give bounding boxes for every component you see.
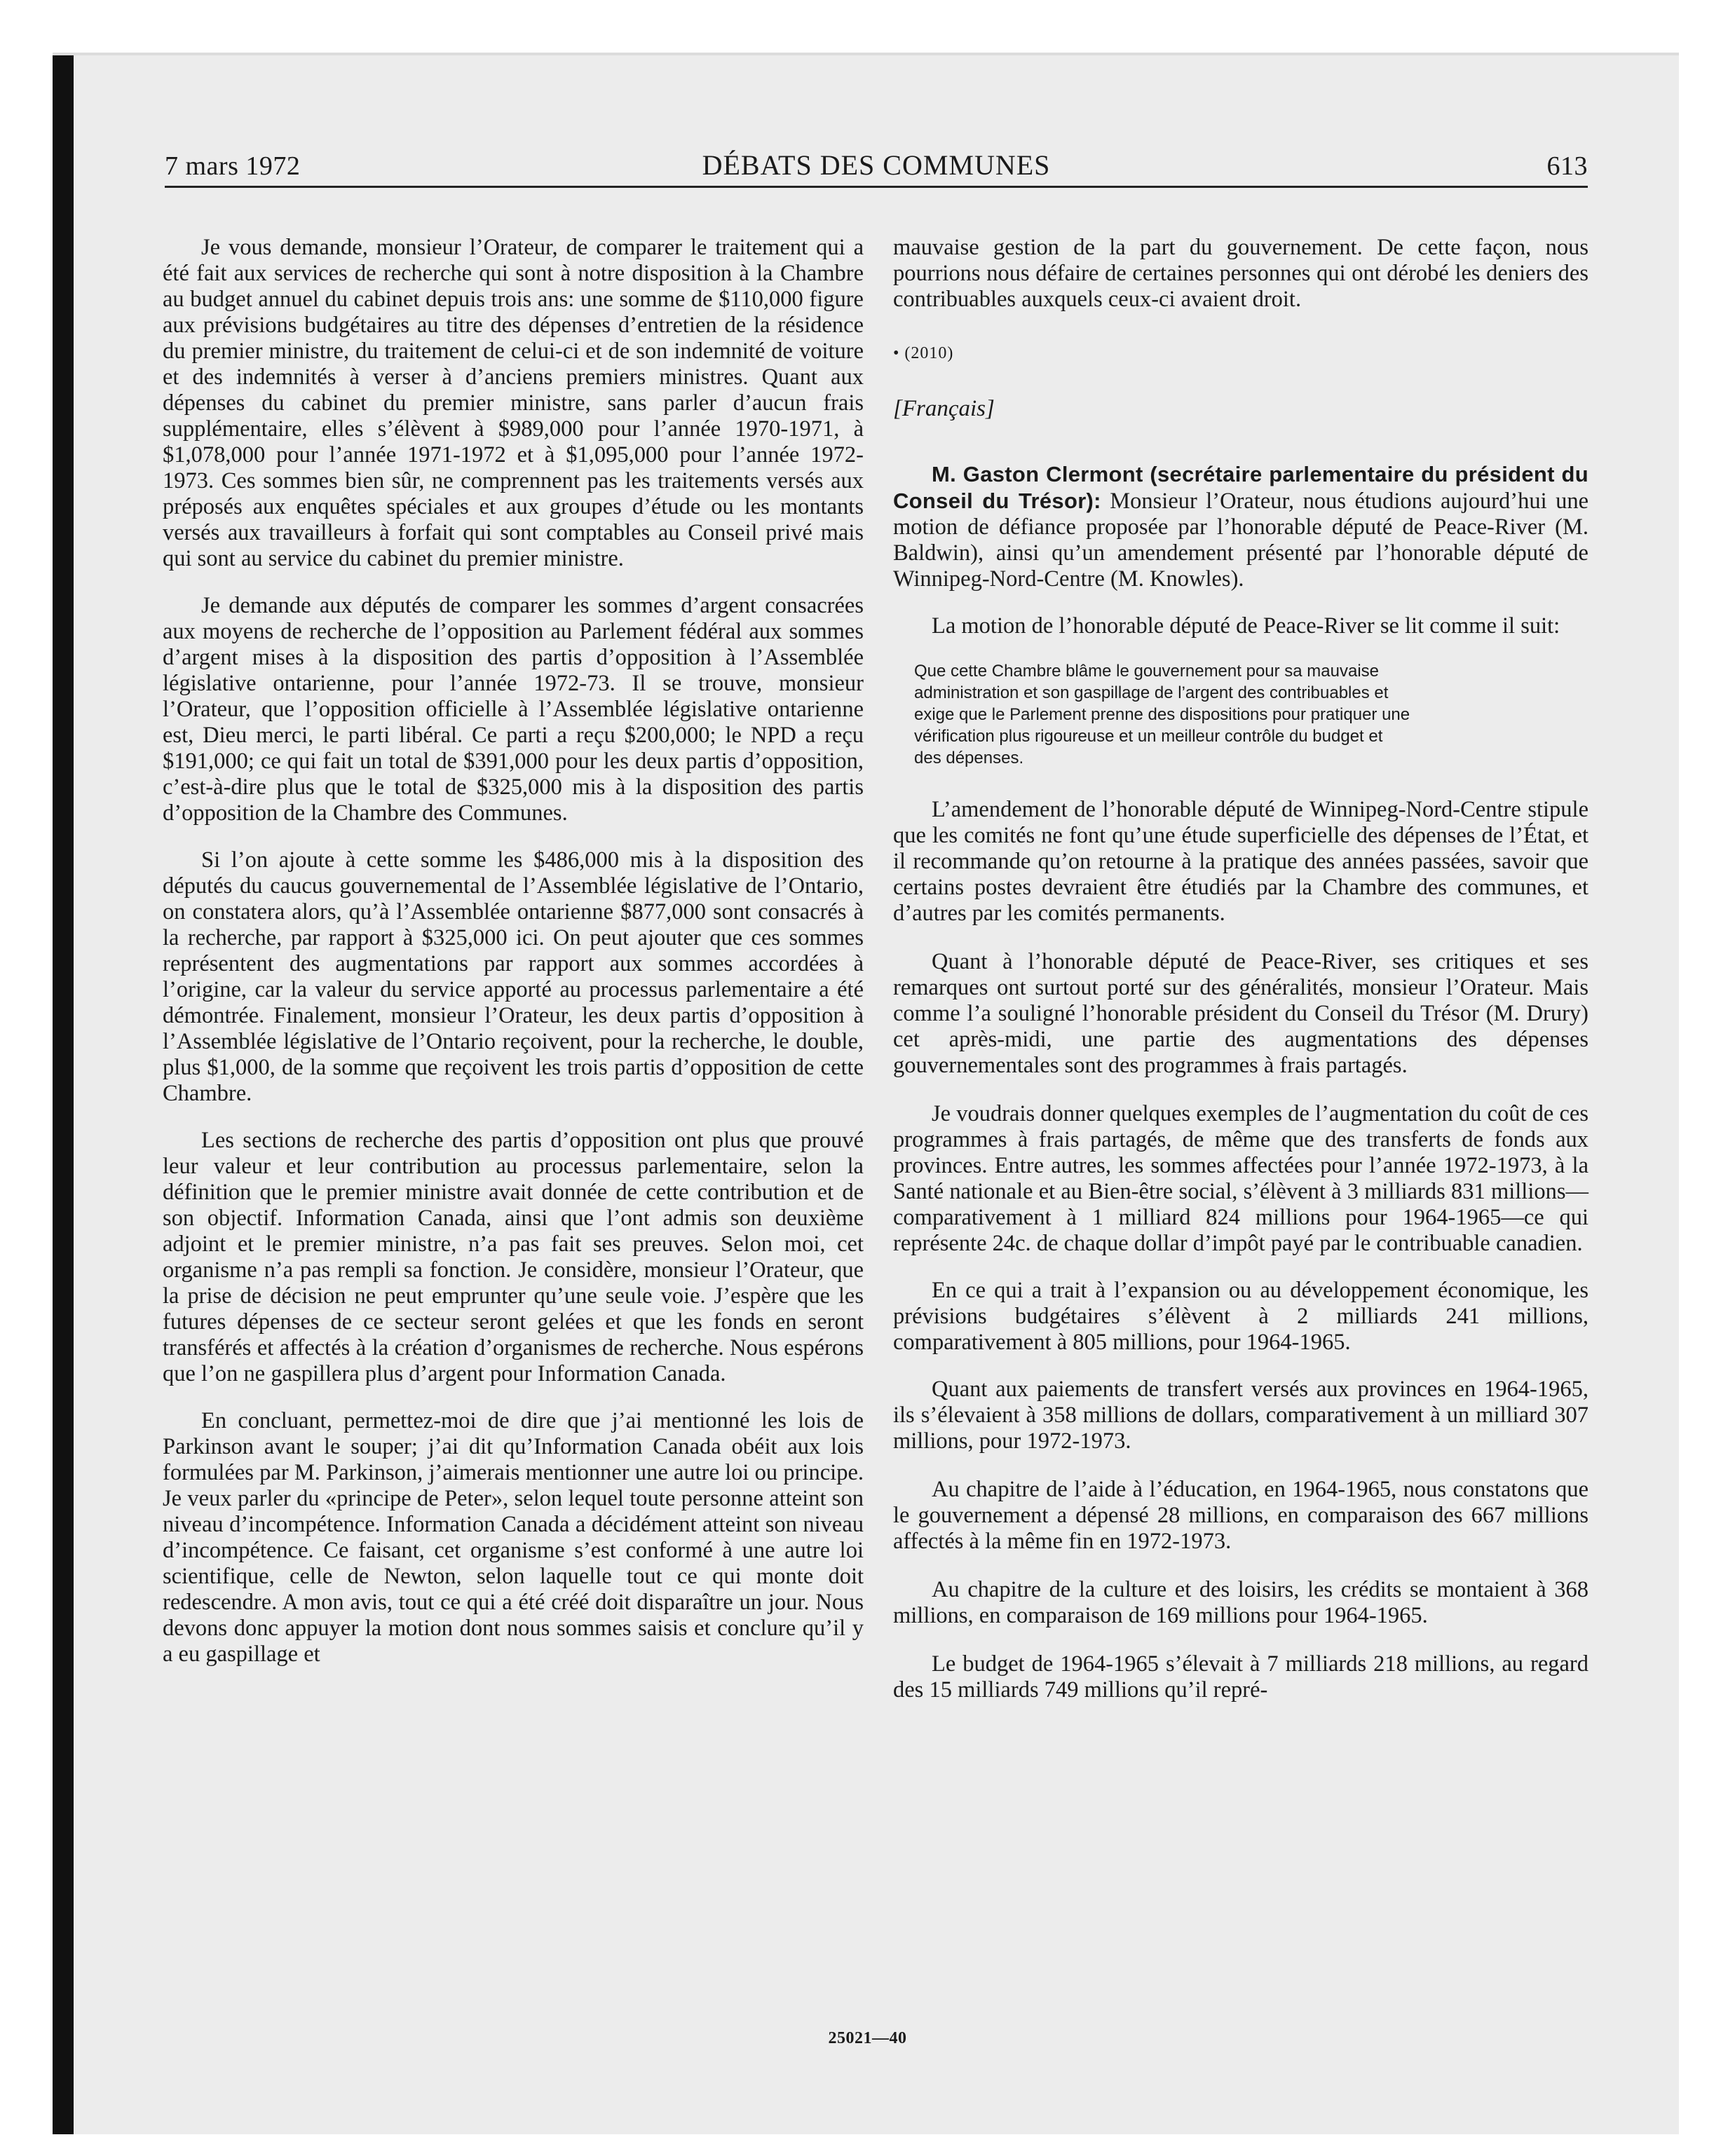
paragraph: Au chapitre de l’aide à l’éducation, en 1964-1965, nous constatons que le gouvernement a dépensé 28 millions, en comparaison des 667 millions affectés à la même fin en 1972-1973. (893, 1477, 1588, 1554)
quote-line: Que cette Chambre blâme le gouvernement pour sa mauvaise (914, 662, 1380, 681)
paragraph: Je voudrais donner quelques exemples de l’augmentation du coût de ces programmes à frais partagés, de même que des transferts de fonds aux provinces. Entre autres, les sommes affectées pour l’année 1972-1973, à la Santé nationale et au Bien-être social, s’élèvent à 3 milliards 831 millions—comparativement à 1 milliard 824 millions pour 1964-1965—ce qui représente 24c. de chaque dollar d’impôt payé par le contribuable canadien. (893, 1101, 1588, 1256)
speaker-text: Monsieur l’Orateur, nous étudions aujourd’hui une motion de défiance proposée par l’honorable député de Peace-River (M. Baldwin), ainsi qu’un amendement présenté par l’honorable député de Winnipeg-Nord-Centre (M. Knowles). (893, 489, 1588, 592)
paragraph: Je demande aux députés de comparer les sommes d’argent consacrées aux moyens de recherche de l’opposition au Parlement fédéral aux sommes d’argent mises à la disposition des partis d’opposition à l’Assemblée législative ontarienne, pour l’année 1972-73. Il se trouve, monsieur l’Orateur, que l’opposition officielle à l’Assemblée législative ontarienne est, Dieu merci, le parti libéral. Ce parti a reçu $200,000; le NPD a reçu $191,000; ce qui fait un total de $391,000 pour les deux partis d’opposition, c’est-à-dire plus que le total de $325,000 mis à la disposition des partis d’opposition de la Chambre des Communes. (163, 593, 864, 826)
paragraph-continuation: mauvaise gestion de la part du gouvernement. De cette façon, nous pourrions nous défaire de certaines personnes qui ont dérobé les deniers des contribuables auxquels ceux-ci avaient droit. (893, 235, 1588, 312)
paragraph: En concluant, permettez-moi de dire que j’ai mentionné les lois de Parkinson avant le souper; j’ai dit qu’Information Canada obéit aux lois formulées par M. Parkinson, j’aimerais mentionner une autre loi ou principe. Je veux parler du «principe de Peter», selon lequel toute personne atteint son niveau d’incompétence. Information Canada a décidément atteint son niveau d’incompétence. Ce faisant, cet organisme s’est conformé à une autre loi scientifique, celle de Newton, selon laquelle tout ce qui monte doit redescendre. A mon avis, tout ce qui a été créé doit disparaître un jour. Nous devons donc appuyer la motion dont nous sommes saisis et conclure qu’il y a eu gaspillage et (163, 1408, 864, 1667)
quote-line: administration et son gaspillage de l’argent des contribuables et (914, 683, 1389, 702)
header-date: 7 mars 1972 (165, 151, 301, 181)
quote-line: vérification plus rigoureuse et un meilleur contrôle du budget et (914, 727, 1383, 746)
paragraph: Si l’on ajoute à cette somme les $486,000 mis à la disposition des députés du caucus gouvernemental de l’Assemblée législative de l’Ontario, on constatera alors, qu’à l’Assemblée ontarienne $877,000 sont consacrés à la recherche, par rapport à $325,000 ici. On peut ajouter que ces sommes représentent des augmentations par rapport aux sommes accordées à l’origine, car la valeur du service apporté au processus parlementaire a été démontrée. Finalement, monsieur l’Orateur, les deux partis d’opposition à l’Assemblée législative de l’Ontario reçoivent, pour la recherche, le double, plus $1,000, de la somme que reçoivent les trois partis d’opposition de cette Chambre. (163, 847, 864, 1106)
scan-edge (53, 53, 74, 2134)
left-column (163, 235, 864, 1688)
paragraph: Les sections de recherche des partis d’opposition ont plus que prouvé leur valeur et leur contribution au processus parlementaire, selon la définition que le premier ministre avait donnée de cette contribution et de son objectif. Information Canada, ainsi que l’ont admis son deuxième adjoint et le premier ministre, n’a pas fait ses preuves. Selon moi, cet organisme n’a pas rempli sa fonction. Je considère, monsieur l’Orateur, que la prise de décision ne peut emprunter qu’une seule voie. J’espère que les futures dépenses de ce secteur seront gelées et que les fonds en seront transférés et affectés à la création d’organismes de recherche. Nous espérons que l’on ne gaspillera plus d’argent pour Information Canada. (163, 1128, 864, 1386)
quote-line: exige que le Parlement prenne des dispositions pour pratiquer une (914, 705, 1410, 724)
page-number: 613 (1546, 151, 1588, 181)
language-marker: [Français] (893, 396, 995, 421)
paragraph: Au chapitre de la culture et des loisirs, les crédits se montaient à 368 millions, en comparaison de 169 millions pour 1964-1965. (893, 1577, 1588, 1628)
scan-top-edge (53, 53, 1679, 55)
printer-code: 25021—40 (828, 2029, 907, 2047)
paragraph: La motion de l’honorable député de Peace-River se lit comme il suit: (932, 613, 1560, 639)
running-header (165, 144, 1588, 188)
paragraph: Quant aux paiements de transfert versés aux provinces en 1964-1965, ils s’élevaient à 358 millions de dollars, comparativement à un milliard 307 millions, pour 1972-1973. (893, 1377, 1588, 1454)
quote-line: des dépenses. (914, 749, 1024, 767)
paragraph: En ce qui a trait à l’expansion ou au développement économique, les prévisions budgétaires s’élèvent à 2 milliards 241 millions, comparativement à 805 millions, pour 1964-1965. (893, 1278, 1588, 1355)
time-marker: • (2010) (893, 344, 954, 362)
header-title: DÉBATS DES COMMUNES (702, 149, 1051, 181)
paragraph: L’amendement de l’honorable député de Winnipeg-Nord-Centre stipule que les comités ne font qu’une étude superficielle des dépenses de l’État, et il recommande qu’on retourne à la pratique des années passées, savoir que certains postes devraient être étudiés par la Chambre des communes, et d’autres par les comités permanents. (893, 797, 1588, 926)
speaker-paragraph (893, 461, 1588, 592)
speaker-name: M. Gaston Clermont (secrétaire parlementaire du président du Conseil du Trésor): (893, 462, 1588, 513)
right-column (893, 235, 1588, 1724)
paragraph: Le budget de 1964-1965 s’élevait à 7 milliards 218 millions, au regard des 15 milliards 749 millions qu’il repré- (893, 1651, 1588, 1703)
paragraph: Je vous demande, monsieur l’Orateur, de comparer le traitement qui a été fait aux services de recherche qui sont à notre disposition à la Chambre au budget annuel du cabinet depuis trois ans: une somme de $110,000 figure aux prévisions budgétaires au titre des dépenses d’entretien de la résidence du premier ministre, du traitement de celui-ci et de son indemnité de voiture et des indemnités à verser à d’anciens premiers ministres. Quant aux dépenses du cabinet du premier ministre, sans parler d’aucun frais supplémentaire, elles s’élèvent à $989,000 pour l’année 1970-1971, à $1,078,000 pour l’année 1971-1972 et à $1,095,000 pour l’année 1972-1973. Ces sommes bien sûr, ne comprennent pas les traitements versés aux préposés aux enquêtes spéciales et aux groupes d’étude ou les montants versés aux travailleurs à forfait qui sont comptables au Conseil privé mais qui sont au service du cabinet du premier ministre. (163, 235, 864, 571)
paragraph: Quant à l’honorable député de Peace-River, ses critiques et ses remarques ont surtout porté sur des généralités, monsieur l’Orateur. Mais comme l’a souligné l’honorable président du Conseil du Trésor (M. Drury) cet après-midi, une partie des augmentations des dépenses gouvernementales sont des programmes à frais partagés. (893, 949, 1588, 1078)
motion-quote (914, 660, 1588, 769)
